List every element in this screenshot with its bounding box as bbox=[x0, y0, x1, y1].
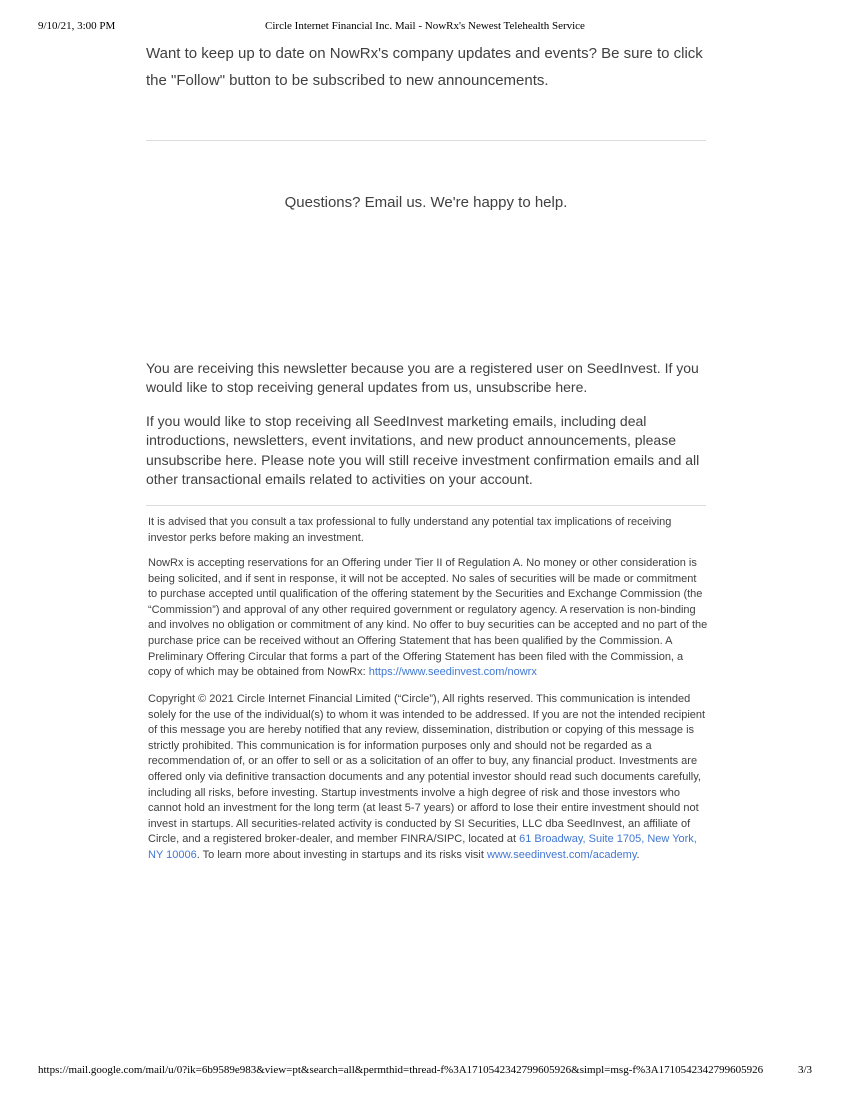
print-page-number: 3/3 bbox=[797, 1064, 812, 1076]
intro-paragraph: Want to keep up to date on NowRx's company updates and events? Be sure to click the "Follow" button to be subscribed to new announcements. bbox=[146, 45, 703, 89]
section-divider bbox=[146, 140, 706, 141]
copyright-text-2: . To learn more about investing in startups and its risks visit bbox=[196, 848, 487, 861]
print-title: Circle Internet Financial Inc. Mail - NowRx's Newest Telehealth Service bbox=[265, 20, 585, 32]
offering-disclaimer-paragraph bbox=[146, 556, 708, 681]
email-us-link[interactable]: Email us bbox=[364, 194, 423, 211]
seedinvest-nowrx-link[interactable]: https://www.seedinvest.com/nowrx bbox=[368, 666, 537, 679]
marketing-notice-paragraph: If you would like to stop receiving all SeedInvest marketing emails, including deal introductions, newsletters, event invitations, and new product announcements, please unsubscribe here. Please note you will still receive investment confirmation emails and all other transactional emails related to activities on your account. bbox=[146, 413, 700, 487]
questions-line bbox=[146, 193, 706, 213]
print-datetime: 9/10/21, 3:00 PM bbox=[38, 20, 116, 32]
newsletter-notice-paragraph: You are receiving this newsletter because you are a registered user on SeedInvest. If you would like to stop receiving general updates from us, unsubscribe here. bbox=[146, 360, 699, 396]
section-divider bbox=[146, 505, 706, 506]
questions-prefix: Questions? bbox=[284, 194, 365, 211]
print-header bbox=[38, 20, 812, 34]
questions-suffix: . We're happy to help. bbox=[422, 194, 568, 211]
tax-disclaimer-paragraph: It is advised that you consult a tax professional to fully understand any potential tax implications of receiving investor perks before making an investment. bbox=[148, 516, 672, 544]
seedinvest-academy-link[interactable]: www.seedinvest.com/academy bbox=[486, 848, 637, 861]
address-link[interactable]: 61 Broadway, Suite 1705, New York, NY 10006 bbox=[148, 833, 697, 861]
copyright-text-1: Copyright © 2021 Circle Internet Financial Limited (“Circle”), All rights reserved. This communication is intended solely for the use of the individual(s) to whom it was intended to be addressed. If you are not the intended recipient of this message you are hereby notified that any review, dissemination, distribution or copying of this message is strictly prohibited. This communication is for information purposes only and should not be regarded as a recommendation of, or an offer to sell or as a solicitation of an offer to buy, any financial product. Investments are offered only via definitive transaction documents and any potential investor should read such documents carefully, including all risks, before investing. Startup investments involve a high degree of risk and those investors who cannot hold an investment for the long term (at least 5-7 years) or afford to lose their entire investment should not invest in startups. All securities-related activity is conducted by SI Securities, LLC dba SeedInvest, an affiliate of Circle, and a registered broker-dealer, and member FINRA/SIPC, located at bbox=[148, 693, 706, 846]
copyright-text-3: . bbox=[636, 848, 640, 861]
print-footer bbox=[38, 1064, 812, 1076]
offering-disclaimer-text: NowRx is accepting reservations for an Offering under Tier II of Regulation A. No money or other consideration is being solicited, and if sent in response, it will not be accepted. No sales of securities will be made or commitment to purchase accepted until qualification of the offering statement by the Securities and Exchange Commission (the “Commission”) and approval of any other required government or regulatory agency. A reservation is non-binding and involves no obligation or commitment of any kind. No offer to buy securities can be accepted and no part of the purchase price can be received without an Offering Statement that has been qualified by the Commission. A Preliminary Offering Circular that forms a part of the Offering Statement has been filed with the Commission, a copy of which may be obtained from NowRx: bbox=[148, 557, 708, 679]
print-footer-url: https://mail.google.com/mail/u/0?ik=6b9589e983&view=pt&search=all&permthid=thread-f%3A1710542342799605926&simpl=msg-f%3A1710542342799605926 bbox=[38, 1064, 764, 1076]
copyright-disclaimer-paragraph bbox=[146, 692, 708, 864]
